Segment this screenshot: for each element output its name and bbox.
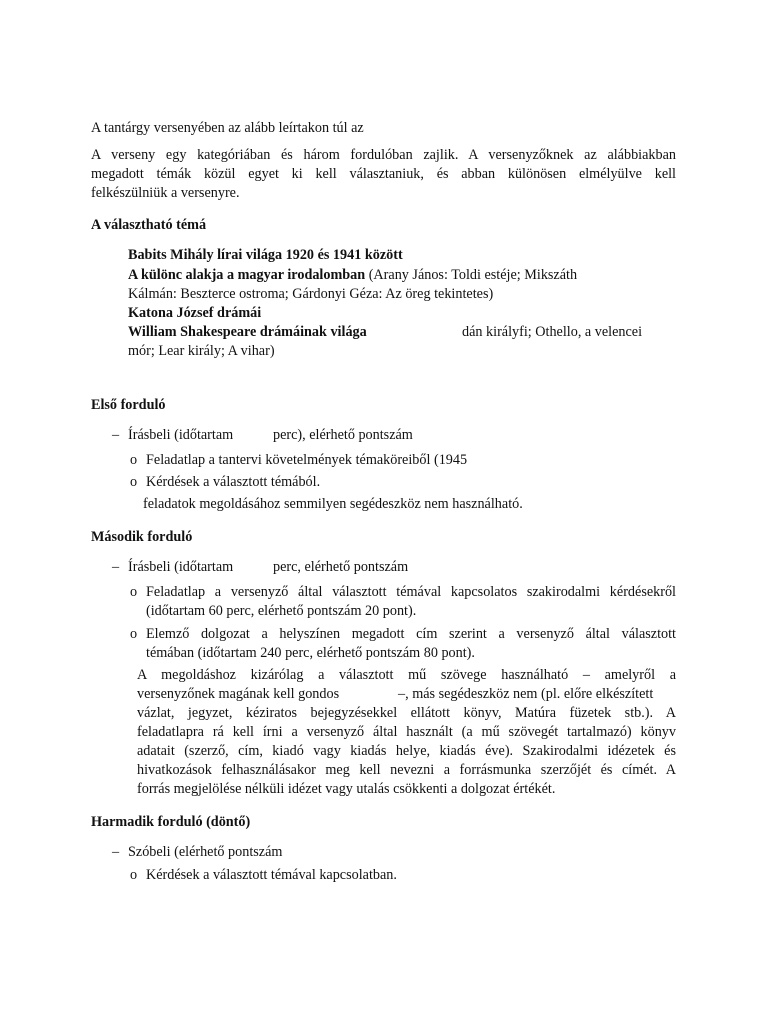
intro-line: A tantárgy versenyében az alább leírtakon túl az	[91, 120, 364, 136]
round1-item-part-a: Írásbeli (időtartam	[128, 427, 234, 443]
round1-sub-2: Kérdések a választott témából.	[146, 474, 321, 490]
topic-2-details: (Arany János: Toldi estéje; Mikszáth	[365, 267, 578, 283]
round3-heading: Harmadik forduló (döntő)	[91, 814, 251, 830]
round2-sub-2-line-1: Elemző dolgozat a helyszínen megadott cím szerint a versenyző által választott	[146, 626, 676, 642]
round3-sub-1: Kérdések a választott témával kapcsolatban.	[146, 867, 397, 883]
round2-para-line-6: hivatkozások felhasználásakor meg kell nevezni a forrásmunka szerzőjét és címét. A	[137, 762, 676, 778]
round2-para-line-5: adatait (szerző, cím, kiadó vagy kiadás helye, kiadás éve). Szakirodalmi idézetek és	[137, 743, 676, 759]
round2-para-line-4: feladatlapra rá kell írni a versenyző által használt (a mű szövegét tartalmazó) könyv	[137, 724, 676, 740]
dash-bullet: –	[112, 844, 120, 860]
round1-heading: Első forduló	[91, 397, 166, 413]
dash-bullet: –	[112, 559, 120, 575]
circle-bullet: o	[130, 626, 138, 642]
round1-note: feladatok megoldásához semmilyen segédeszköz nem használható.	[143, 496, 523, 512]
round2-item-part-a: Írásbeli (időtartam	[128, 559, 234, 575]
intro-paragraph-line-1: A verseny egy kategóriában és három fordulóban zajlik. A versenyzőknek az alábbiakban	[91, 147, 676, 163]
intro-paragraph-line-2: megadott témák közül egyet ki kell választaniuk, és abban különösen elmélyülve kell	[91, 166, 676, 182]
round2-item-part-b: perc, elérhető pontszám	[273, 559, 409, 575]
round2-para-line-3: vázlat, jegyzet, kéziratos bejegyzésekkel ellátott könyv, Matúra füzetek stb.). A	[137, 705, 676, 721]
round3-item: Szóbeli (elérhető pontszám	[128, 844, 283, 860]
round2-para-line-2-b: –, más segédeszköz nem (pl. előre elkészített	[398, 686, 654, 702]
topic-2	[128, 266, 577, 284]
round2-heading: Második forduló	[91, 529, 193, 545]
round2-sub-1-line-2: (időtartam 60 perc, elérhető pontszám 20 pont).	[146, 603, 417, 619]
dash-bullet: –	[112, 427, 120, 443]
topic-4-title: William Shakespeare drámáinak világa	[128, 324, 367, 340]
round1-sub-1: Feladatlap a tantervi követelmények témaköreiből (1945	[146, 452, 468, 468]
topic-4-continuation: mór; Lear király; A vihar)	[128, 343, 275, 359]
topic-2-title: A különc alakja a magyar irodalomban	[128, 267, 366, 283]
topic-2-continuation: Kálmán: Beszterce ostroma; Gárdonyi Géza: Az öreg tekintetes)	[128, 286, 494, 302]
topic-4-details: dán királyfi; Othello, a velencei	[462, 324, 643, 340]
circle-bullet: o	[130, 867, 138, 883]
round2-para-line-2-a: versenyzőnek magának kell gondos	[137, 686, 340, 702]
circle-bullet: o	[130, 584, 138, 600]
circle-bullet: o	[130, 474, 138, 490]
round2-para-line-1: A megoldáshoz kizárólag a választott mű szövege használható – amelyről a	[137, 667, 676, 683]
intro-paragraph-line-3: felkészülniük a versenyre.	[91, 185, 240, 201]
round2-para-line-7: forrás megjelölése nélküli idézet vagy utalás csökkenti a dolgozat értékét.	[137, 781, 556, 797]
circle-bullet: o	[130, 452, 138, 468]
round2-sub-1-line-1: Feladatlap a versenyző által választott témával kapcsolatos szakirodalmi kérdésekről	[146, 584, 676, 600]
round1-item-part-b: perc), elérhető pontszám	[273, 427, 413, 443]
round2-sub-2-line-2: témában (időtartam 240 perc, elérhető pontszám 80 pont).	[146, 645, 475, 661]
topic-3: Katona József drámái	[128, 305, 262, 321]
topics-heading: A választható témá	[91, 217, 207, 233]
topic-1: Babits Mihály lírai világa 1920 és 1941 között	[128, 247, 403, 263]
